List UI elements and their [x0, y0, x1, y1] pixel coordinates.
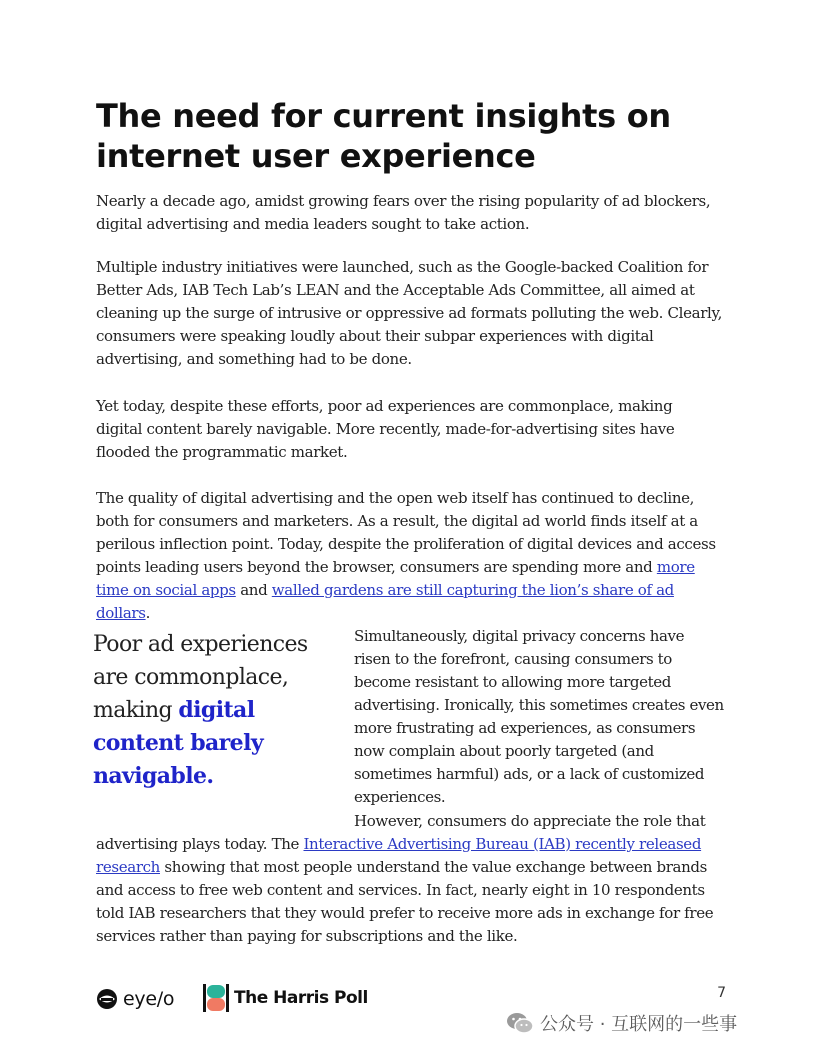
eyeo-logo	[96, 985, 174, 1013]
paragraph-appreciate-text: advertising plays today. The	[96, 835, 304, 853]
eyeo-logo-text: eye/o	[123, 988, 175, 1010]
paragraph-quality	[96, 487, 722, 625]
paragraph-appreciate-lead: However, consumers do appreciate the role that	[354, 812, 706, 830]
wechat-icon	[506, 1011, 534, 1035]
eyeo-eye-icon	[96, 988, 118, 1010]
link-time-on-social-apps[interactable]: more time on social apps	[96, 558, 695, 599]
page-number: 7	[717, 985, 726, 1001]
page-title: The need for current insights on internet user experience	[96, 97, 671, 175]
paragraph-intro: Nearly a decade ago, amidst growing fears over the rising popularity of ad blockers, digital advertising and media leaders sought to take action.	[96, 192, 711, 233]
paragraph-privacy: Simultaneously, digital privacy concerns have risen to the forefront, causing consumers to become resistant to allowing more targeted advertising. Ironically, this sometimes creates even more frustrating ad experiences, as consumers now complain about poorly targeted (and sometimes harmful) ads, or a lack of customized experiences.	[354, 627, 724, 806]
harris-poll-logo	[203, 983, 368, 1013]
paragraph-appreciate-end: showing that most people understand the value exchange between brands and access to free web content and services. In fact, nearly eight in 10 respondents told IAB researchers that they would prefer to receive more ads in exchange for free services rather than paying for subscriptions and the like.	[96, 858, 714, 945]
link-walled-gardens[interactable]: walled gardens are still capturing the lion’s share of ad dollars	[96, 581, 674, 622]
harris-poll-mark-icon	[203, 984, 229, 1012]
paragraph-appreciate	[96, 833, 722, 948]
pull-quote-plain: Poor ad experiences are commonplace, making	[93, 632, 308, 723]
paragraph-quality-text: The quality of digital advertising and the open web itself has continued to decline, both for consumers and marketers. As a result, the digital ad world finds itself at a perilous inflection point. Today, despite the proliferation of digital devices and access points leading users beyond the browser, consumers are spending more and	[96, 489, 716, 576]
harris-poll-logo-text: The Harris Poll	[234, 988, 368, 1008]
watermark-text: 公众号 · 互联网的一些事	[540, 1014, 738, 1035]
paragraph-quality-end: .	[145, 604, 151, 622]
paragraph-today: Yet today, despite these efforts, poor ad experiences are commonplace, making digital content barely navigable. More recently, made-for-advertising sites have flooded the programmatic market.	[96, 397, 675, 461]
paragraph-initiatives: Multiple industry initiatives were launched, such as the Google-backed Coalition for Better Ads, IAB Tech Lab’s LEAN and the Acceptable Ads Committee, all aimed at cleaning up the surge of intrusive or oppressive ad formats polluting the web. Clearly, consumers were speaking loudly about their subpar experiences with digital advertising, and something had to be done.	[96, 258, 723, 368]
watermark	[506, 1010, 737, 1036]
pull-quote	[93, 628, 343, 793]
paragraph-quality-mid: and	[235, 581, 272, 599]
pull-quote-highlight: digital content barely navigable.	[93, 697, 264, 789]
link-iab-research[interactable]: Interactive Advertising Bureau (IAB) recently released research	[96, 835, 702, 876]
